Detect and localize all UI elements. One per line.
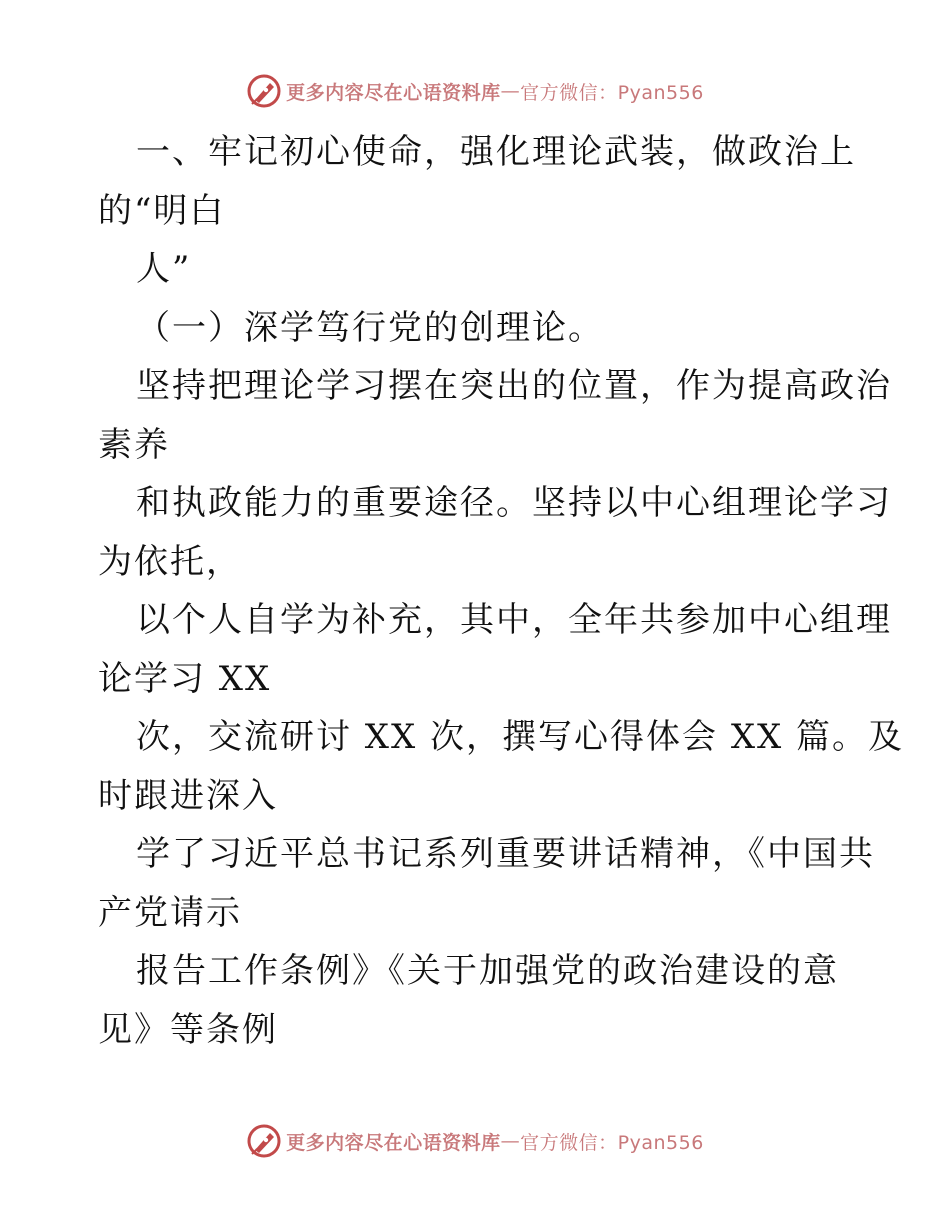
pen-nib-logo-icon [246,1123,282,1159]
watermark-text: 更多内容尽在心语资料库 [286,1131,501,1154]
watermark-text: 更多内容尽在心语资料库 [286,81,501,104]
section-heading: （一）深学笃行党的创理论。 [136,307,604,348]
body-line: 人” [136,249,192,289]
header-watermark [0,71,950,111]
footer-watermark [0,1121,950,1161]
body-line: 以个人自学为补充，其中，全年共参加中心组理 [136,600,892,640]
watermark-wechat: 官方微信：Pyan556 [520,1131,704,1154]
body-line: 为依托， [98,541,242,582]
body-line: 报告工作条例》《关于加强党的政治建设的意 [136,951,839,991]
watermark-separator: — [500,80,521,102]
body-line: 见》等条例 [98,1009,278,1050]
document-body [98,123,905,1059]
watermark-wechat: 官方微信：Pyan556 [520,81,704,104]
body-line: 和执政能力的重要途径。坚持以中心组理论学习 [136,483,892,523]
pen-nib-logo-icon [246,73,282,109]
body-line: 坚持把理论学习摆在突出的位置，作为提高政治 [136,366,892,406]
body-line: 时跟进深入 [98,775,278,816]
body-line: 素养 [98,424,170,465]
body-line: 产党请示 [98,892,242,933]
body-line: 次，交流研讨 XX 次，撰写心得体会 XX 篇。及 [136,717,905,757]
body-line: 的“明白 [98,190,226,231]
watermark-separator: — [500,1130,521,1152]
body-line: 学了习近平总书记系列重要讲话精神，《中国共 [136,834,875,874]
body-line: 论学习 XX [98,658,272,699]
body-line: 一、牢记初心使命，强化理论武装，做政治上 [136,132,856,172]
